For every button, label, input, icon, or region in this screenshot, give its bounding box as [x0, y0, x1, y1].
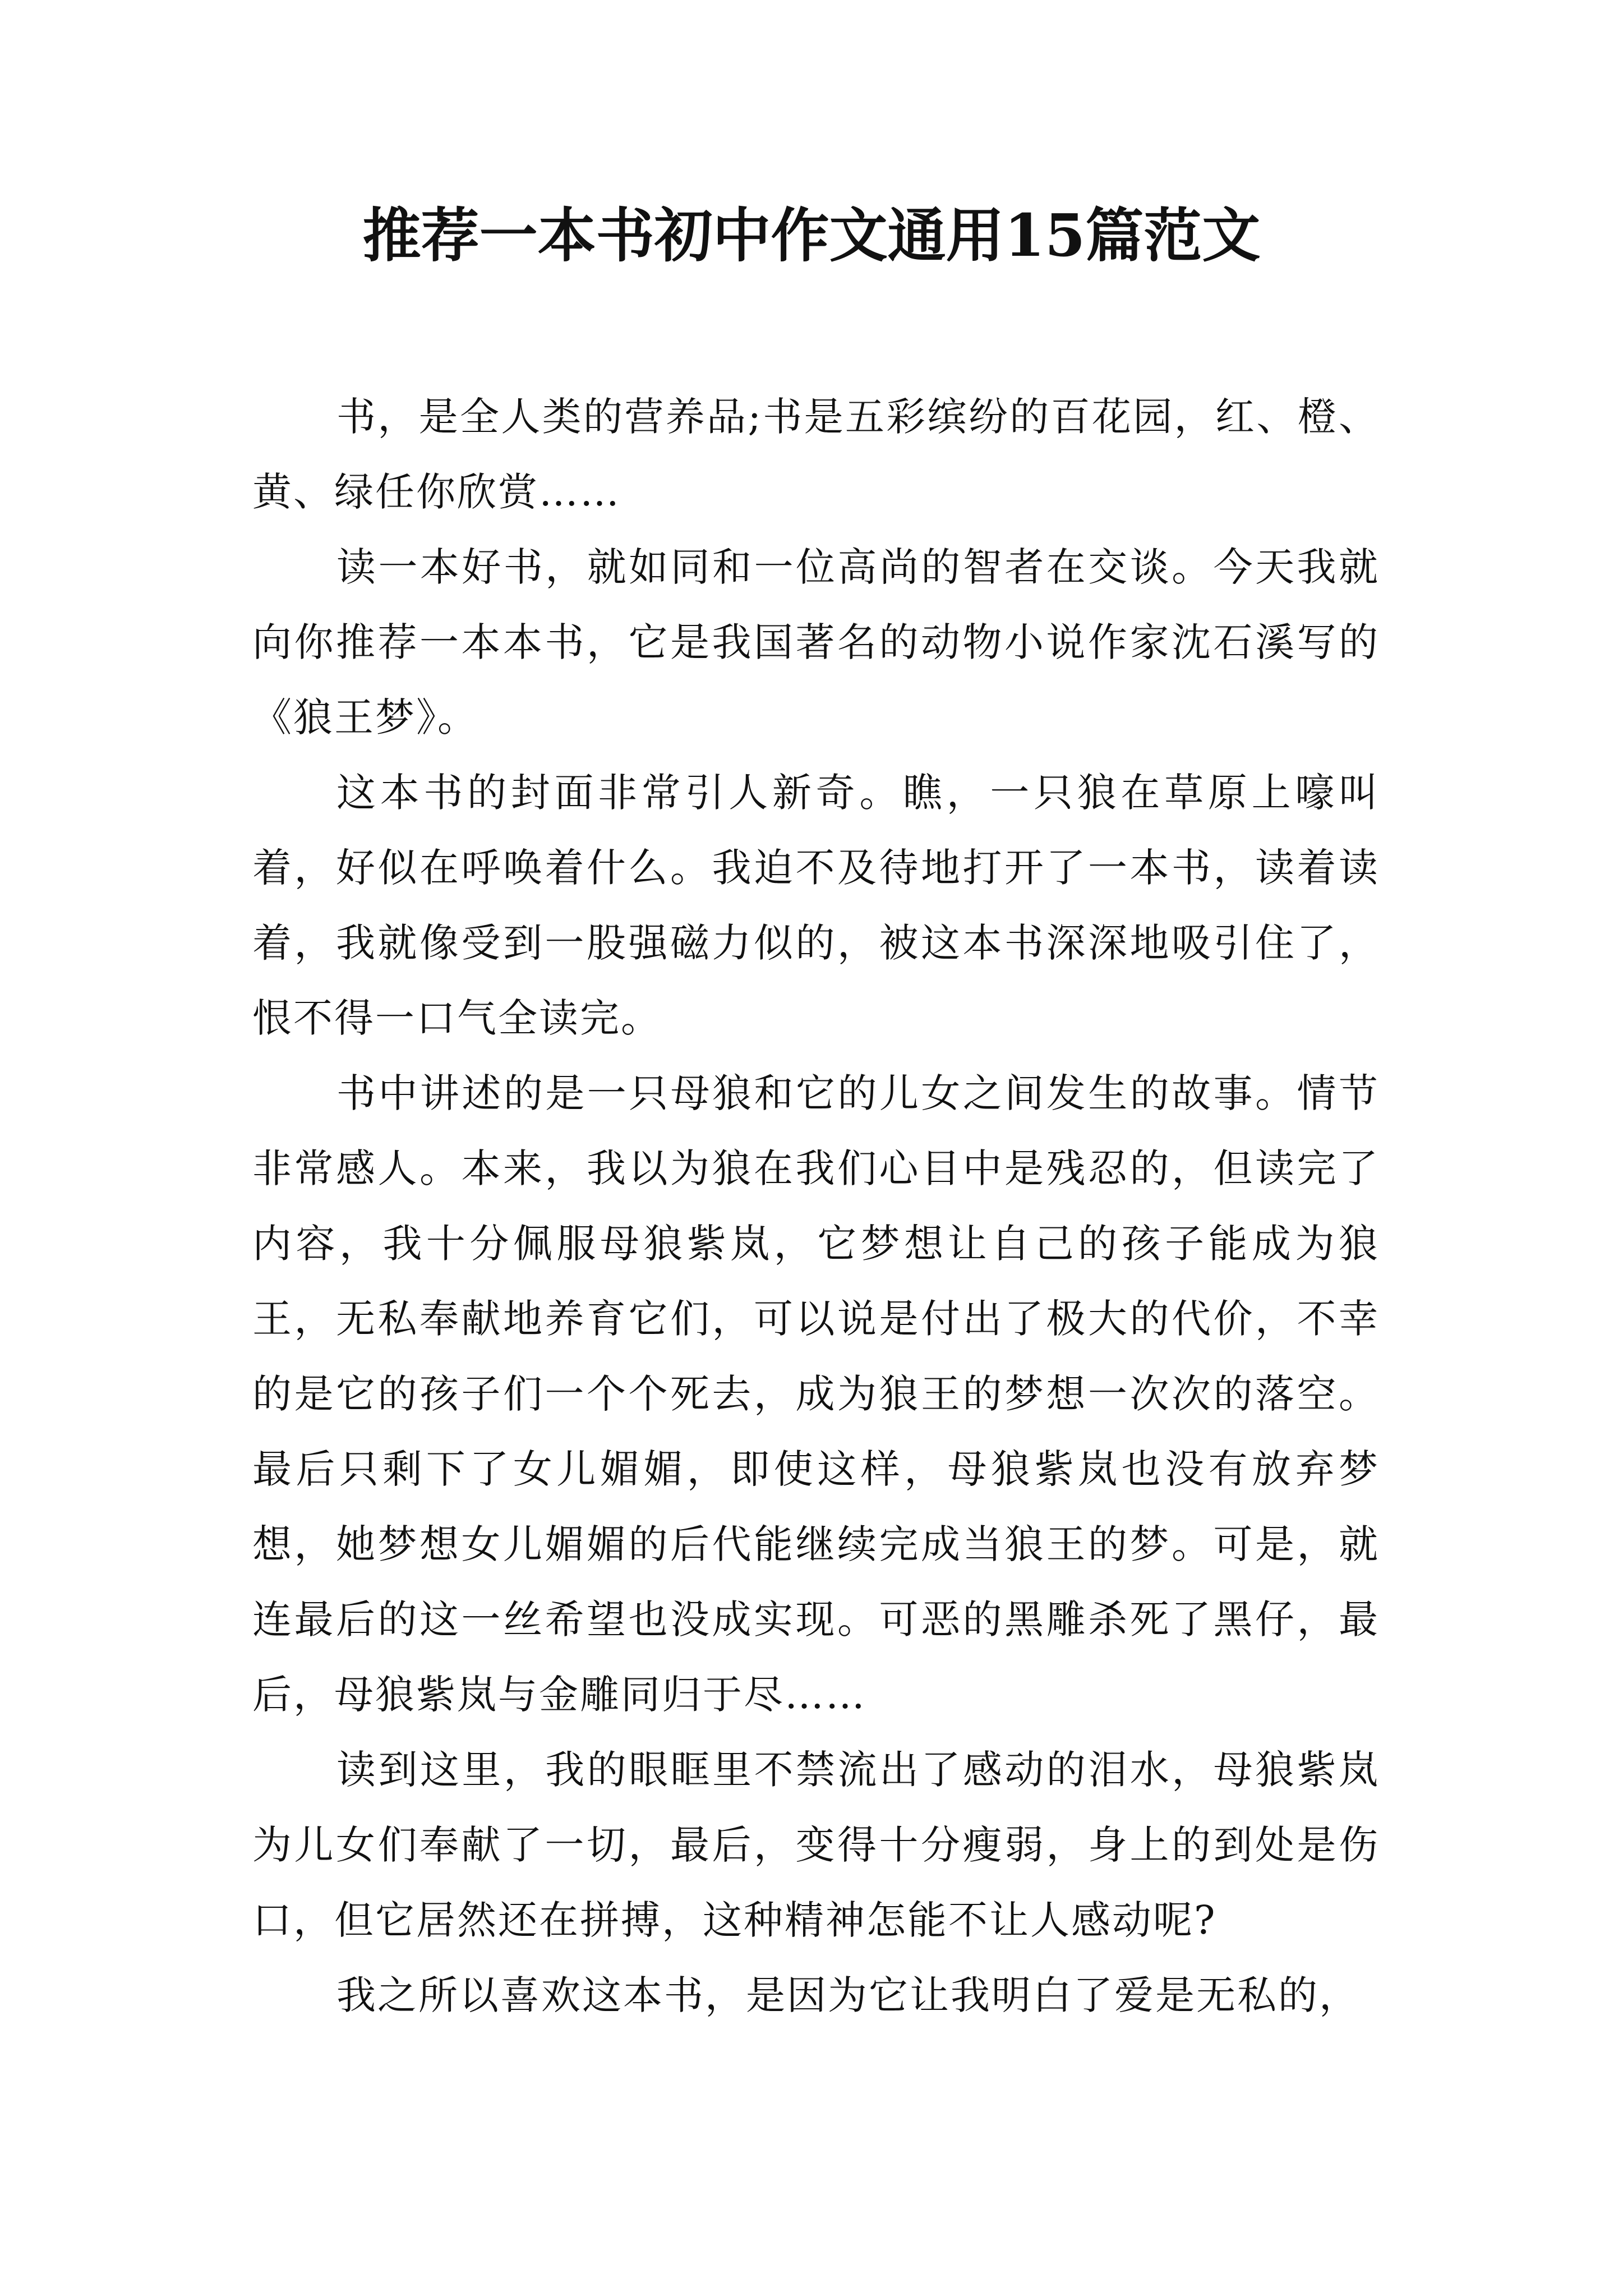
paragraph-intro: 书，是全人类的营养品;书是五彩缤纷的百花园，红、橙、黄、绿任你欣赏…… [252, 394, 1380, 515]
paragraph-story: 书中讲述的是一只母狼和它的儿女之间发生的故事。情节非常感人。本来，我以为狼在我们心目中是残忍的，但读完了内容，我十分佩服母狼紫岚，它梦想让自己的孩子能成为狼王，无私奉献地养育它们，可以说是付出了极大的代价，不幸的是它的孩子们一个个死去，成为狼王的梦想一次次的落空。最后只剩下了女儿媚媚，即使这样，母狼紫岚也没有放弃梦想，她梦想女儿媚媚的后代能继续完成当狼王的梦。可是，就连最后的这一丝希望也没成实现。可恶的黑雕杀死了黑仔，最后，母狼紫岚与金雕同归于尽…… [252, 1070, 1380, 1718]
document-title: 推荐一本书初中作文通用15篇范文 [362, 201, 1261, 270]
paragraph-feelings: 读到这里，我的眼眶里不禁流出了感动的泪水，母狼紫岚为儿女们奉献了一切，最后，变得十分瘦弱，身上的到处是伤口，但它居然还在拼搏，这种精神怎能不让人感动呢? [252, 1747, 1380, 1943]
paragraph-cover: 这本书的封面非常引人新奇。瞧，一只狼在草原上嚎叫着，好似在呼唤着什么。我迫不及待地打开了一本书，读着读着，我就像受到一股强磁力似的，被这本书深深地吸引住了，恨不得一口气全读完。 [252, 770, 1380, 1041]
paragraph-recommendation: 读一本好书，就如同和一位高尚的智者在交谈。今天我就向你推荐一本本书，它是我国著名的动物小说作家沈石溪写的《狼王梦》。 [252, 544, 1380, 740]
paragraph-reason: 我之所以喜欢这本书，是因为它让我明白了爱是无私的， [336, 1972, 1360, 2018]
document-body [252, 379, 1380, 2033]
